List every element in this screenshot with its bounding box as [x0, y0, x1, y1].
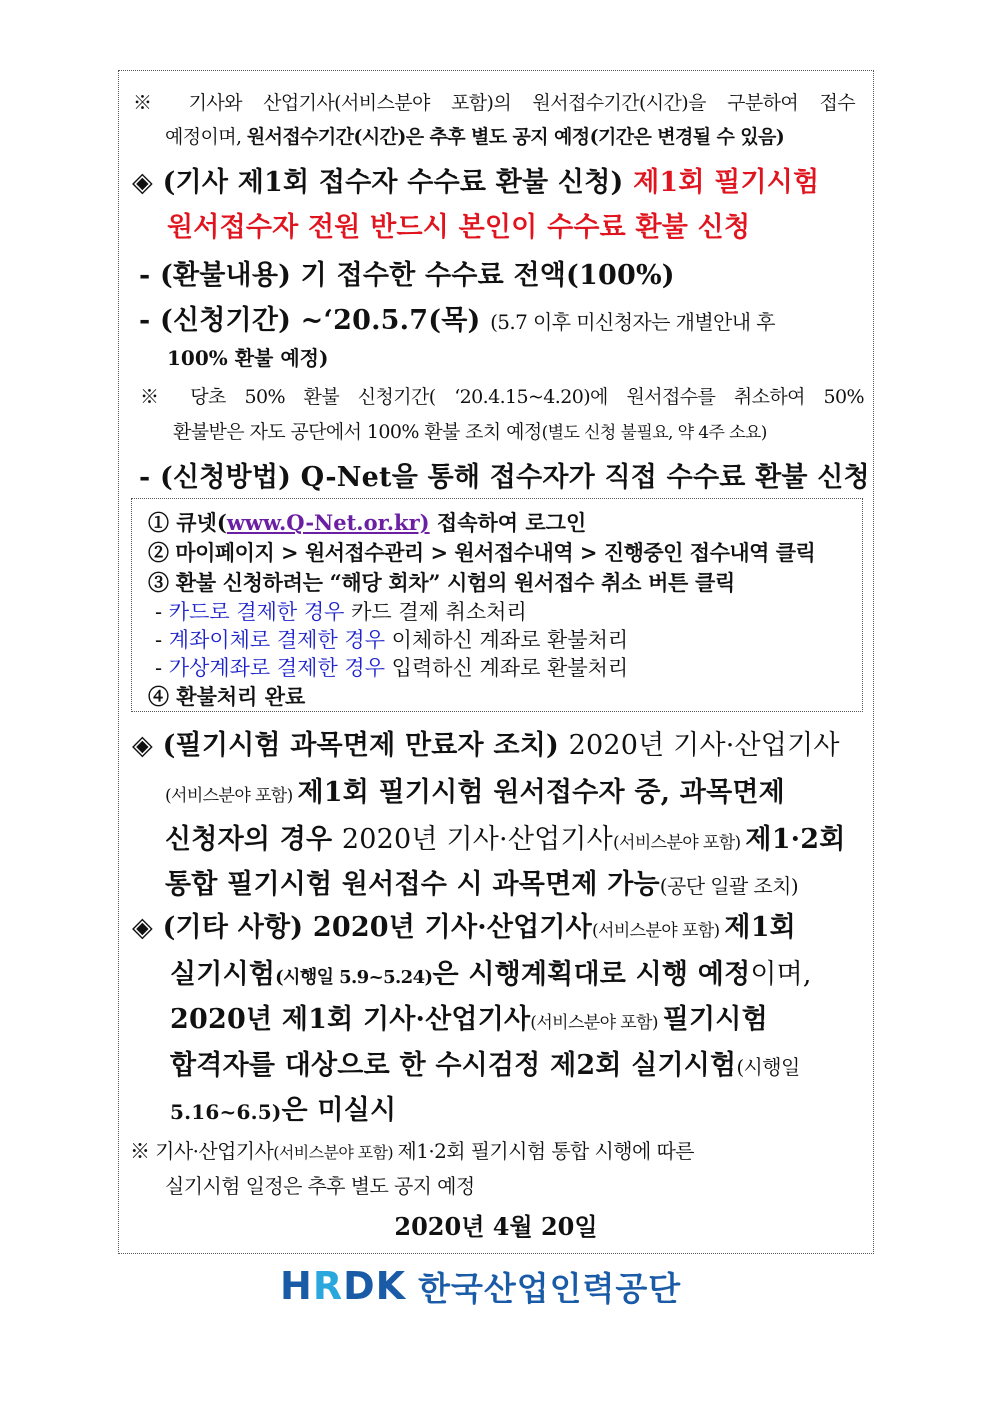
other-line-3: 2020년 제1회 기사·산업기사(서비스분야 포함) 필기시험	[170, 1004, 768, 1035]
other-line-1: ◈ (기타 사항) 2020년 기사·산업기사(서비스분야 포함) 제1회	[132, 912, 796, 943]
exemption-line-2: (서비스분야 포함) 제1회 필기시험 원서접수자 중, 과목면제	[165, 777, 785, 808]
notice-date: 2020년 4월 20일	[394, 1212, 598, 1241]
other-line-2: 실기시험(시행일 5.9~5.24)은 시행계획대로 시행 예정이며,	[170, 959, 812, 990]
refund-period-cont: 100% 환불 예정)	[167, 346, 329, 370]
refund-method: - (신청방법) Q-Net을 통해 접수자가 직접 수수료 환불 신청	[139, 462, 870, 493]
refund-note-2: 환불받은 자도 공단에서 100% 환불 조치 예정(별도 신청 불필요, 약 4주 소요)	[173, 421, 767, 443]
refund-content: - (환불내용) 기 접수한 수수료 전액(100%)	[139, 260, 675, 291]
exemption-line-3: 신청자의 경우 2020년 기사·산업기사(서비스분야 포함) 제1·2회	[165, 824, 846, 855]
step-3: ③ 환불 신청하려는 “해당 회차” 시험의 원서접수 취소 버튼 클릭	[148, 570, 736, 595]
step-2: ② 마이페이지 > 원서접수관리 > 원서접수내역 > 진행중인 접수내역 클릭	[148, 540, 816, 565]
exemption-line-1: ◈ (필기시험 과목면제 만료자 조치) 2020년 기사·산업기사	[132, 730, 840, 761]
refund-note-1: ※ 당초 50% 환불 신청기간( ‘20.4.15~4.20)에 원서접수를 취소하여 50%	[140, 386, 864, 408]
hrdk-mark: HRDK	[280, 1264, 407, 1308]
step-card: - 카드로 결제한 경우 카드 결제 취소처리	[155, 600, 527, 624]
refund-heading-1: ◈ (기사 제1회 접수자 수수료 환불 신청) 제1회 필기시험	[132, 167, 820, 198]
org-name: 한국산업인력공단	[418, 1268, 682, 1308]
final-note-1: ※ 기사·산업기사(서비스분야 포함) 제1·2회 필기시험 통합 시행에 따른	[130, 1139, 694, 1163]
step-transfer: - 계좌이체로 결제한 경우 이체하신 계좌로 환불처리	[155, 628, 629, 652]
step-virtual: - 가상계좌로 결제한 경우 입력하신 계좌로 환불처리	[155, 656, 629, 680]
refund-heading-2: 원서접수자 전원 반드시 본인이 수수료 환불 신청	[167, 212, 751, 243]
exemption-line-4: 통합 필기시험 원서접수 시 과목면제 가능(공단 일괄 조치)	[165, 869, 799, 900]
step-1: ① 큐넷(www.Q-Net.or.kr) 접속하여 로그인	[148, 510, 587, 535]
note-line-2: 예정이며, 원서접수기간(시간)은 추후 별도 공지 예정(기간은 변경될 수 있음)	[165, 126, 785, 148]
refund-period: - (신청기간) ~‘20.5.7(목) (5.7 이후 미신청자는 개별안내 후	[139, 305, 775, 336]
hrdk-logo	[280, 1264, 681, 1308]
qnet-link[interactable]: www.Q-Net.or.kr)	[226, 510, 430, 535]
other-line-4: 합격자를 대상으로 한 수시검정 제2회 실기시험(시행일	[170, 1050, 800, 1081]
other-line-5: 5.16~6.5)은 미실시	[170, 1095, 397, 1126]
final-note-2: 실기시험 일정은 추후 별도 공지 예정	[165, 1174, 475, 1198]
step-4: ④ 환불처리 완료	[148, 684, 306, 709]
note-line-1: ※ 기사와 산업기사(서비스분야 포함)의 원서접수기간(시간)을 구분하여 접수	[133, 92, 855, 114]
